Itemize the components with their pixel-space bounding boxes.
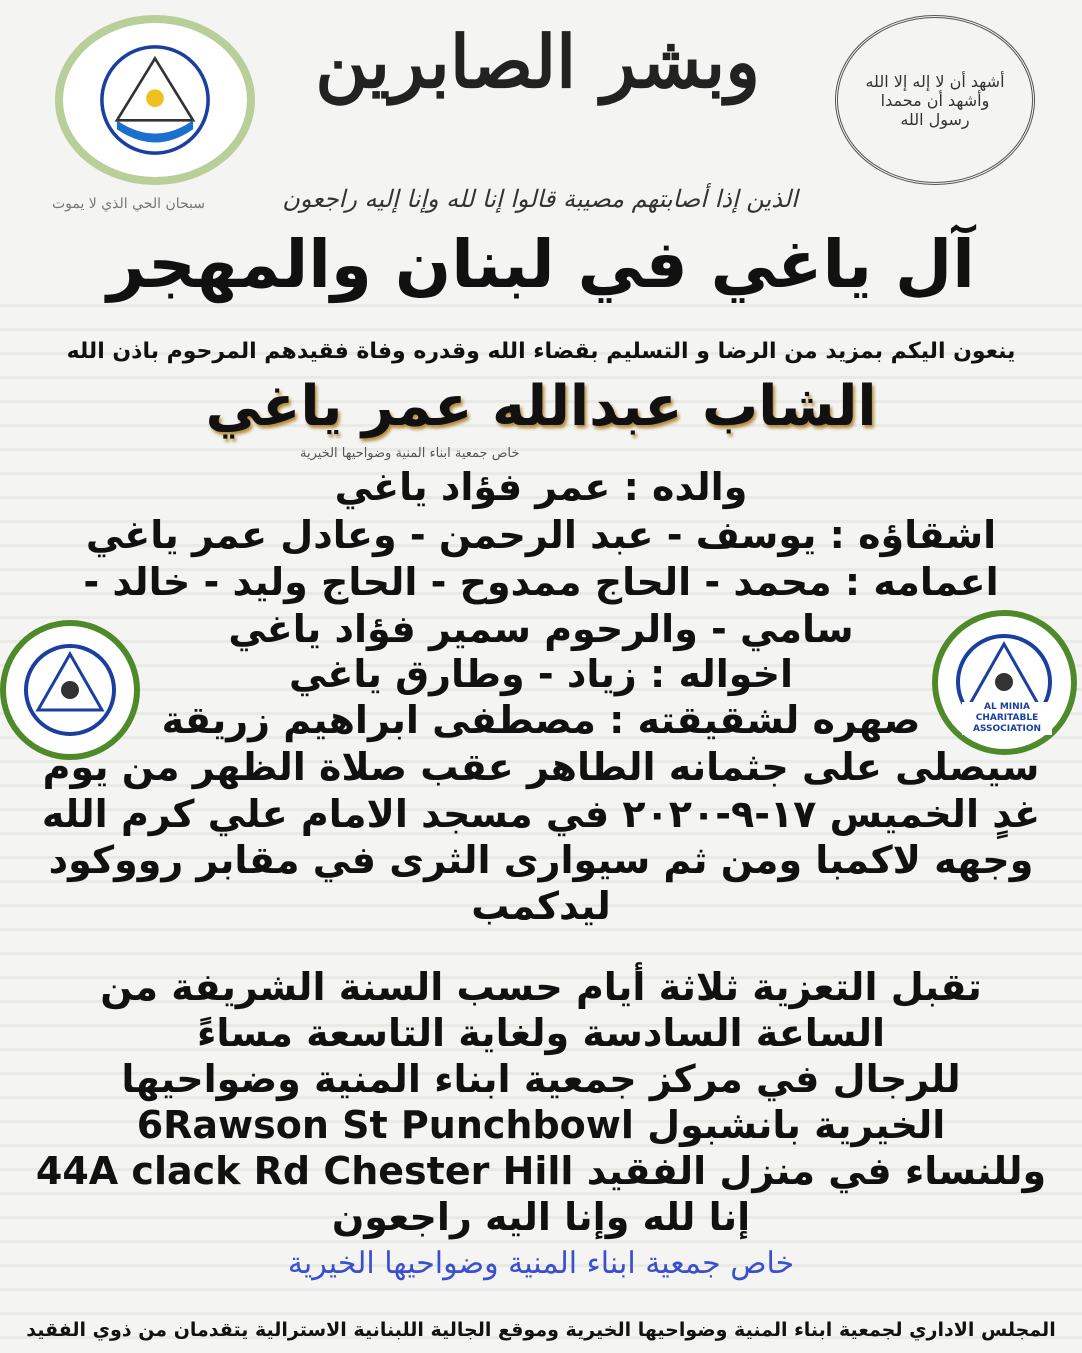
condolence-line-2: الساعة السادسة ولغاية التاسعة مساءً: [196, 1011, 886, 1055]
condolence-line-1: تقبل التعزية ثلاثة أيام حسب السنة الشريفة من: [100, 965, 982, 1009]
calligraphy-title: وبشر الصابرين: [315, 19, 760, 104]
intro-text: ينعون اليكم بمزيد من الرضا و التسليم بقضاء الله وقدره وفاة فقيدهم المرحوم باذن الله: [66, 339, 1016, 364]
condolence-line-3: للرجال في مركز جمعية ابناء المنية وضواحيها: [121, 1057, 961, 1101]
condolence-line-4: الخيرية بانشبول 6Rawson St Punchbowl: [136, 1103, 946, 1147]
family-title: آل ياغي في لبنان والمهجر: [107, 226, 975, 303]
deceased-name: الشاب عبدالله عمر ياغي: [205, 374, 877, 439]
brothers-line: اشقاؤه : يوسف - عبد الرحمن - وعادل عمر ياغي: [85, 513, 997, 557]
large-watermark: خاص جمعية ابناء المنية وضواحيها الخيرية: [287, 1246, 795, 1281]
verse: الذين إذا أصابتهم مصيبة قالوا إنا لله وإنا إليه راجعون: [282, 185, 798, 213]
closing-verse: إنا لله وإنا اليه راجعون: [331, 1195, 751, 1239]
association-logo-top-left: [55, 15, 255, 185]
uncles-line-cont: سامي - والرحوم سمير فؤاد ياغي: [228, 607, 854, 651]
small-calligraphy: سبحان الحي الذي لا يموت: [51, 196, 205, 212]
watermark-text: خاص جمعية ابناء المنية وضواحيها الخيرية: [300, 446, 520, 461]
funeral-line-1: سيصلى على جثمانه الطاهر عقب صلاة الظهر من يوم: [42, 745, 1040, 789]
brother-in-law-line: صهره لشقيقته : مصطفى ابراهيم زريقة: [161, 698, 921, 742]
funeral-line-4: ليدكمب: [471, 884, 611, 928]
maternal-uncles-line: اخواله : زياد - وطارق ياغي: [288, 652, 794, 696]
footer-text: المجلس الاداري لجمعية ابناء المنية وضواحيها الخيرية وموقع الجالية اللبنانية الاسترالية يتقدمان من ذوي الفقيد: [26, 1319, 1056, 1341]
logo-caption: AL MINIA CHARITABLE ASSOCIATION: [962, 702, 1052, 735]
father-line: والده : عمر فؤاد ياغي: [334, 465, 748, 509]
funeral-line-3: وجهه لاكمبا ومن ثم سيوارى الثرى في مقابر رووكود: [48, 838, 1034, 882]
shahada-seal: [835, 15, 1035, 185]
uncles-line: اعمامه : محمد - الحاج ممدوح - الحاج وليد - خالد -: [83, 560, 999, 604]
condolence-line-5: وللنساء في منزل الفقيد 44A clack Rd Chester Hill: [35, 1149, 1047, 1193]
seal-text: أشهد أن لا إله إلا الله وأشهد أن محمدا رسول الله: [865, 71, 1005, 129]
funeral-line-2: غدٍ الخميس ١٧-٩-٢٠٢٠ في مسجد الامام علي كرم الله: [41, 792, 1041, 836]
